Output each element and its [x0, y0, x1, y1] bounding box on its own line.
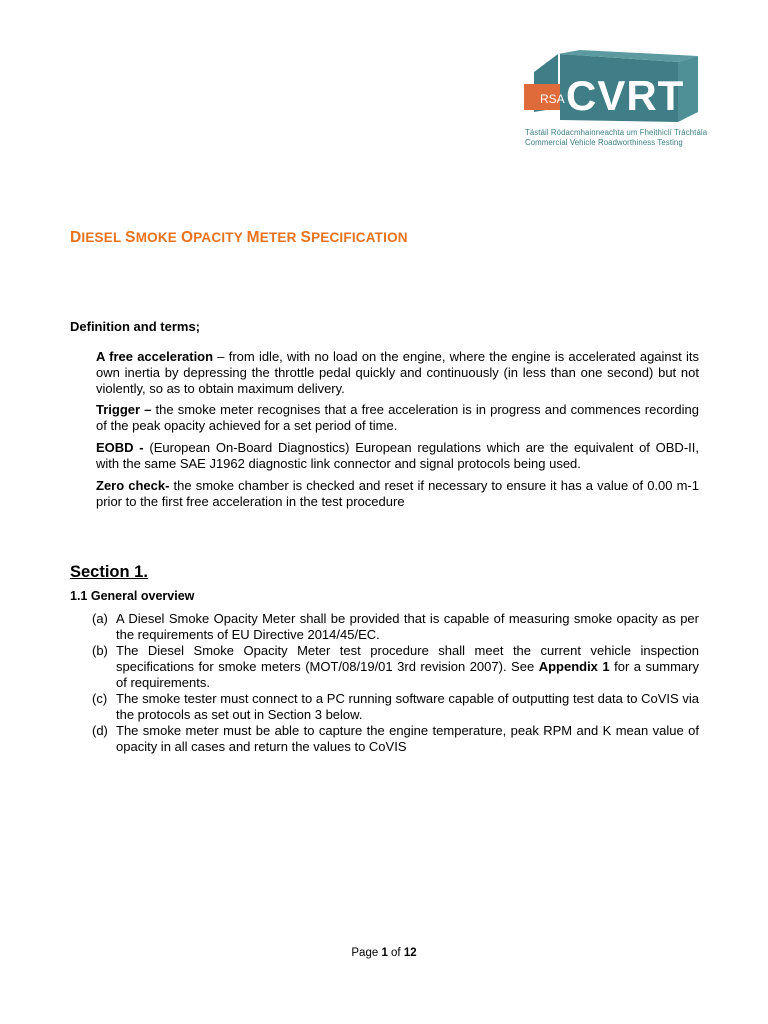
document-title: DIESEL SMOKE OPACITY METER SPECIFICATION	[70, 229, 408, 246]
list-item: (b) The Diesel Smoke Opacity Meter test procedure shall meet the current vehicle inspection specifications for smoke meters (MOT/08/19/01 3rd revision 2007). See Appendix 1 for a summary of requirements.	[92, 643, 699, 690]
definition-zero-check: Zero check- the smoke chamber is checked and reset if necessary to ensure it has a value of 0.00 m-1 prior to the first free acceleration in the test procedure	[96, 478, 699, 509]
list-item: (d) The smoke meter must be able to capture the engine temperature, peak RPM and K mean value of opacity in all cases and return the values to CoVIS	[92, 723, 699, 754]
definitions-heading: Definition and terms;	[70, 319, 201, 334]
definition-trigger: Trigger – the smoke meter recognises that a free acceleration is in progress and commences recording of the peak opacity achieved for a set period of time.	[96, 402, 699, 433]
list-item: (a) A Diesel Smoke Opacity Meter shall be provided that is capable of measuring smoke opacity as per the requirements of EU Directive 2014/45/EC.	[92, 611, 699, 642]
logo-english-tagline: Commercial Vehicle Roadworthiness Testing	[525, 138, 683, 147]
definition-free-acceleration: A free acceleration – from idle, with no load on the engine, where the engine is accelerated against its own inertia by depressing the throttle pedal quickly and continuously (in less than one second) but not violently, so as to obtain maximum delivery.	[96, 349, 699, 396]
general-overview-list	[92, 611, 699, 755]
cvrt-text: CVRT	[566, 72, 685, 119]
subsection-heading: 1.1 General overview	[70, 589, 195, 603]
list-item: (c) The smoke tester must connect to a PC running software capable of outputting test data to CoVIS via the protocols as set out in Section 3 below.	[92, 691, 699, 722]
logo-irish-tagline: Tástáil Ródacmhainneachta um Fheithiclí Tráchtála	[525, 128, 708, 137]
section-heading: Section 1.	[70, 563, 148, 581]
page-number-footer: Page 1 of 12	[351, 947, 417, 959]
cvrt-logo-graphic	[520, 50, 702, 130]
definition-eobd: EOBD - (European On-Board Diagnostics) European regulations which are the equivalent of OBD-II, with the same SAE J1962 diagnostic link connector and signal protocols being used.	[96, 440, 699, 471]
rsa-text: RSA	[540, 92, 565, 106]
